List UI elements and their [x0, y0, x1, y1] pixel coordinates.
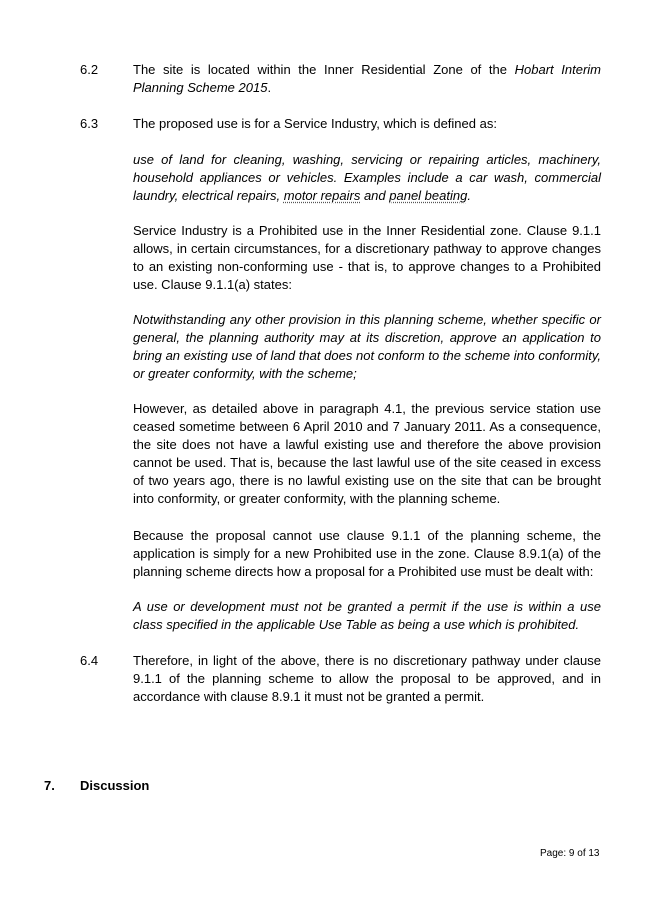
definition-text: use of land for cleaning, washing, servicing or repairing articles, machinery, household appliances or vehicles. Examples include a car wash, commercial laundry, electrical repairs,	[133, 152, 601, 203]
definition-joiner: and	[360, 188, 390, 203]
section-6-3-text: The proposed use is for a Service Industry, which is defined as:	[133, 116, 497, 131]
page-number: Page: 9 of 13	[540, 848, 600, 859]
definition-term-panel-beating[interactable]: panel beating	[389, 188, 468, 203]
paragraph-new-prohibited-use: Because the proposal cannot use clause 9.1.1 of the planning scheme, the application is simply for a new Prohibited use in the zone. Clause 8.9.1(a) of the planning scheme directs how a proposal for a Prohibited use must be dealt with:	[133, 528, 601, 579]
heading-discussion: Discussion	[80, 778, 150, 793]
quote-clause-8-9-1-a: A use or development must not be granted a permit if the use is within a use class specified in the applicable Use Table as being a use which is prohibited.	[133, 599, 601, 632]
section-6-2-text-after: .	[267, 80, 272, 95]
paragraph-previous-use: However, as detailed above in paragraph 4.1, the previous service station use ceased sometime between 6 April 2010 and 7 January 2011. As a consequence, the site does not have a lawful existing use and therefore the above provision cannot be used. That is, because the last lawful use of the site ceased in excess of two years ago, there is no lawful existing use on the site that can be brought into conformity, or greater conformity, with the planning scheme.	[133, 401, 601, 506]
heading-number: 7.	[44, 778, 55, 793]
section-6-4-text: Therefore, in light of the above, there is no discretionary pathway under clause 9.1.1 of the planning scheme to allow the proposal to be approved, and in accordance with clause 8.9.1 it must not be granted a permit.	[133, 653, 601, 704]
paragraph-prohibited-use: Service Industry is a Prohibited use in the Inner Residential zone. Clause 9.1.1 allows, in certain circumstances, for a discretionary pathway to approve changes to an existing non-conforming use - that is, to approve changes to a Prohibited use. Clause 9.1.1(a) states:	[133, 223, 601, 292]
section-6-2-text	[133, 61, 601, 97]
definition-term-motor-repairs[interactable]: motor repairs	[283, 188, 361, 203]
section-number-6-4: 6.4	[80, 653, 99, 668]
section-number-6-2: 6.2	[80, 62, 99, 77]
definition-end: .	[467, 188, 471, 203]
scheme-name: Hobart Interim Planning Scheme 2015	[133, 62, 601, 95]
quote-clause-9-1-1-a: Notwithstanding any other provision in this planning scheme, whether specific or general, the planning authority may at its discretion, approve an application to bring an existing use of land that does not conform to the scheme into conformity, or greater conformity, with the scheme;	[133, 312, 601, 381]
section-6-2-text-before: The site is located within the Inner Residential Zone of the	[133, 62, 515, 77]
section-number-6-3: 6.3	[80, 116, 99, 131]
service-industry-definition	[133, 151, 601, 205]
